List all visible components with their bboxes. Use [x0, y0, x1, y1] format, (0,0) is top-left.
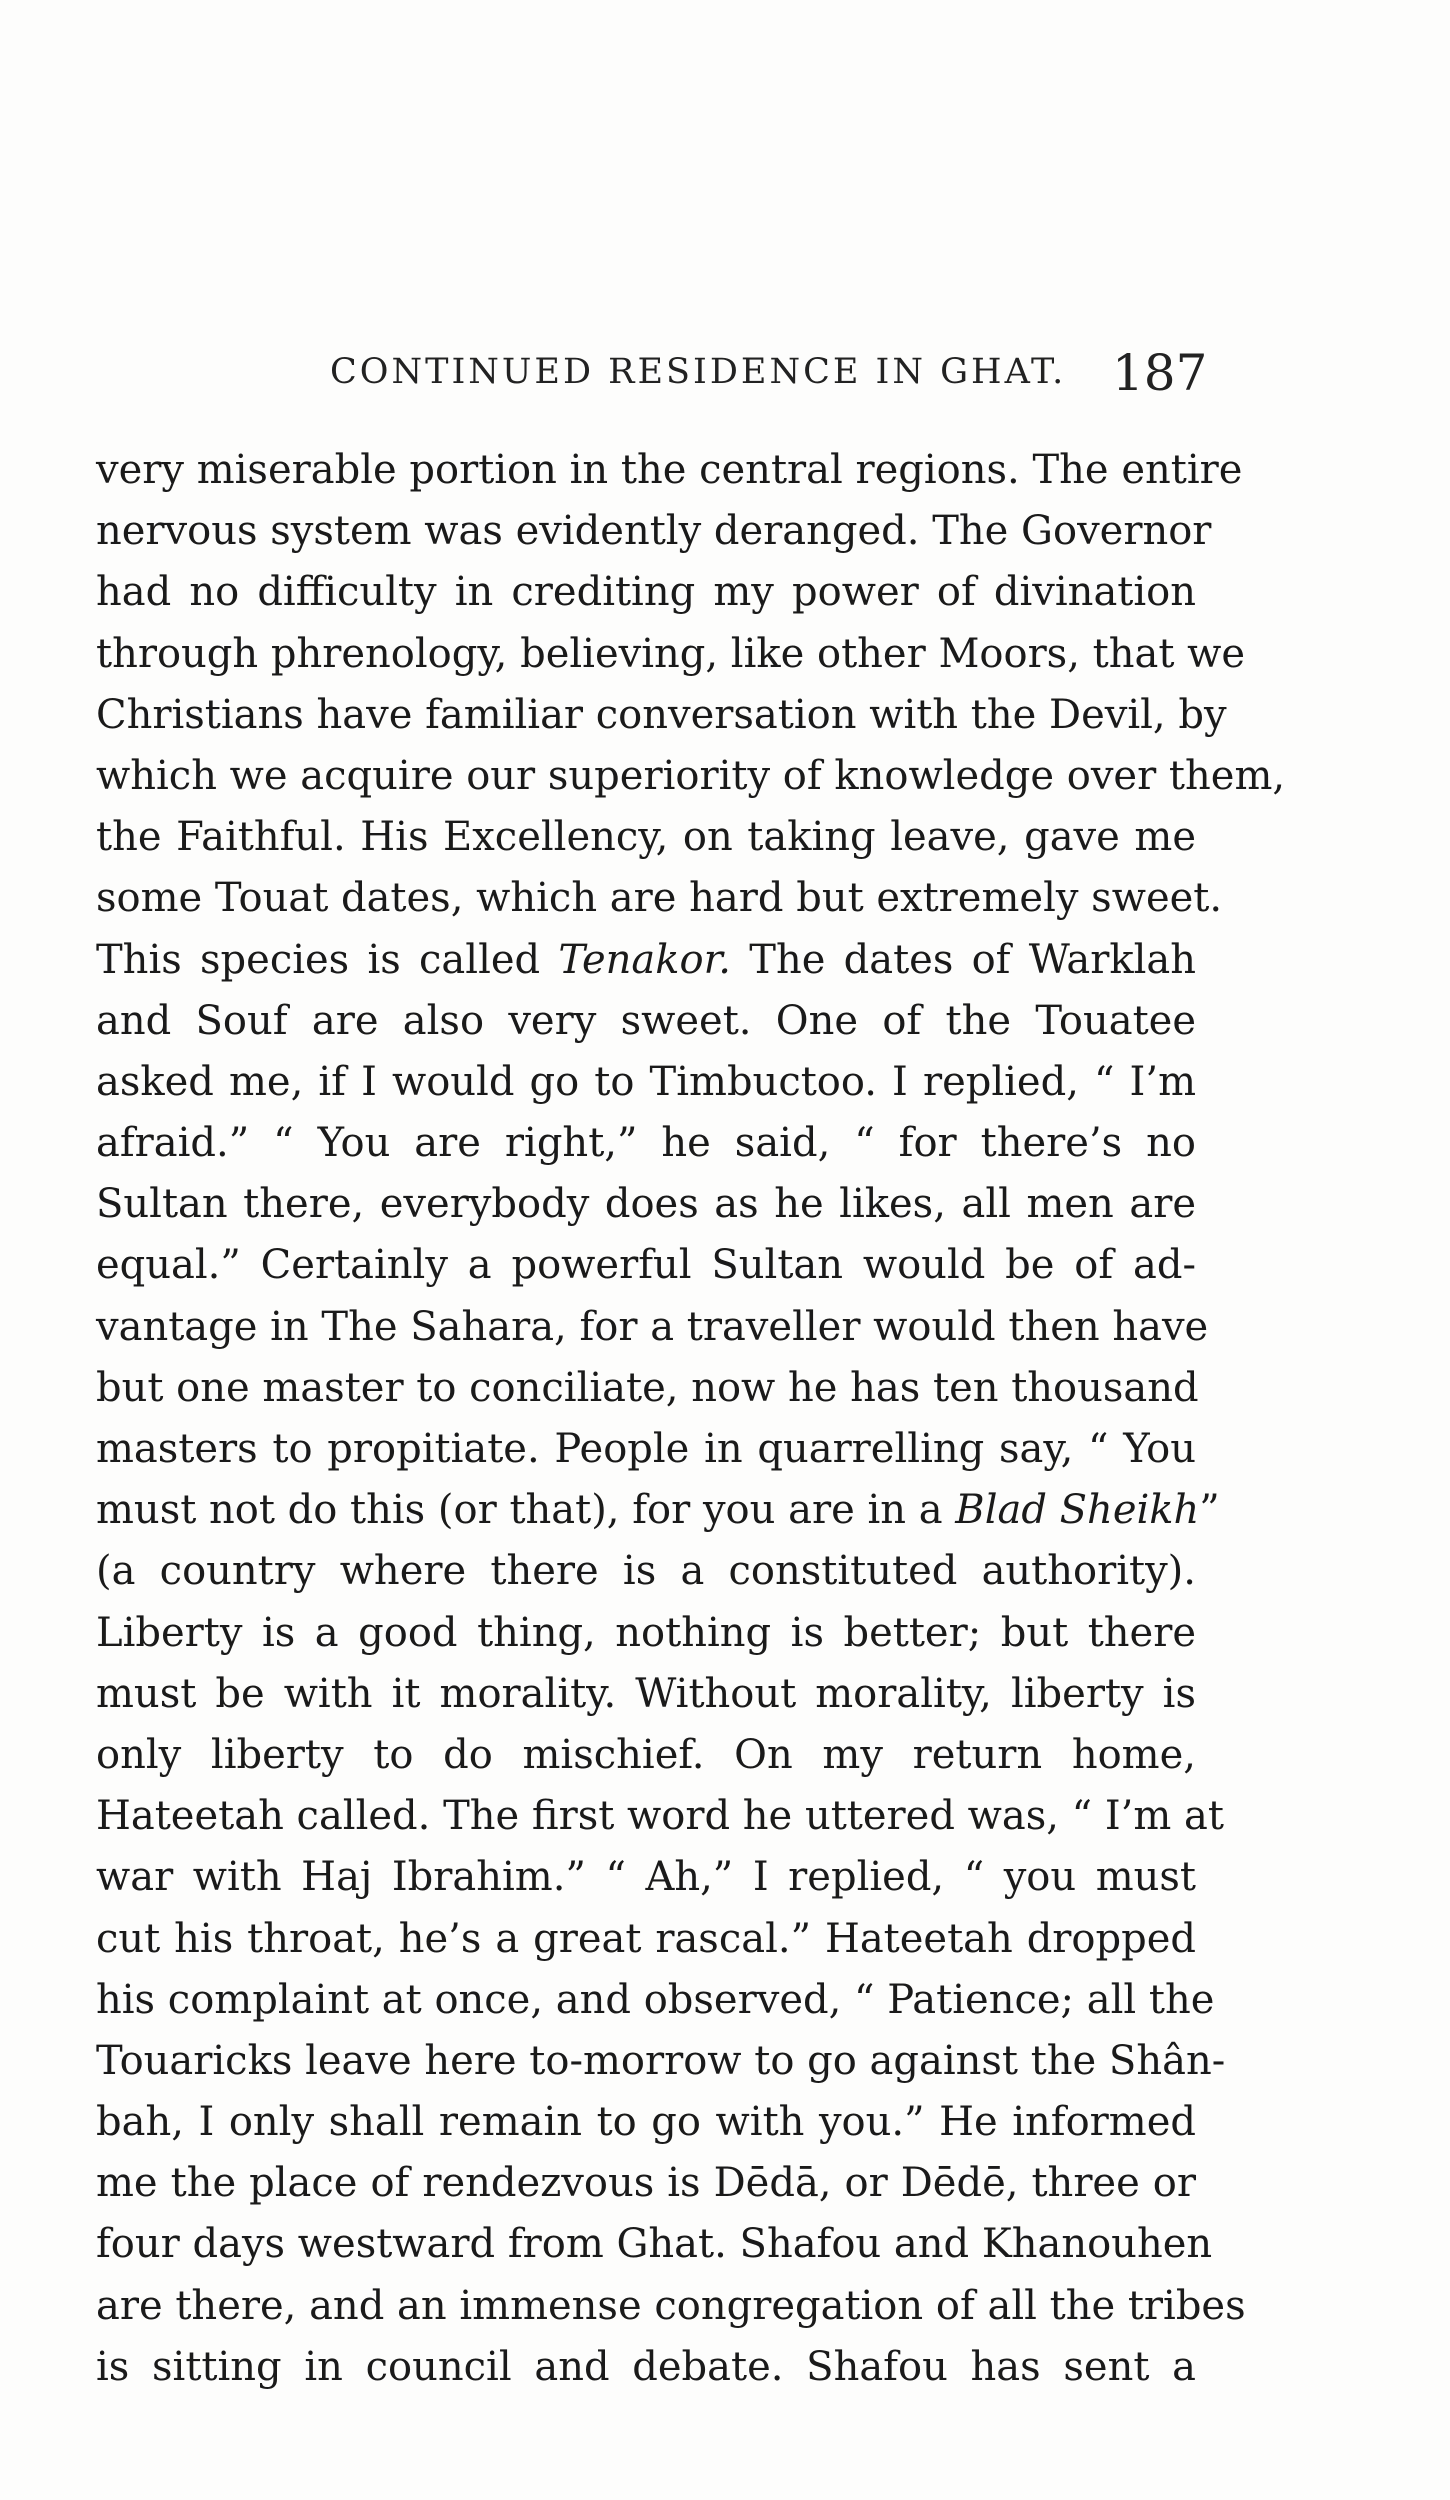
text-line: the Faithful. His Excellency, on taking leave, gave me	[96, 814, 1196, 861]
text-line: which we acquire our superiority of knowledge over them,	[96, 752, 1286, 799]
text-line: only liberty to do mischief. On my return home,	[96, 1731, 1196, 1778]
running-head: CONTINUED RESIDENCE IN GHAT.	[330, 352, 1067, 392]
body-text	[96, 440, 1286, 2398]
text-line: Touaricks leave here to-morrow to go against the Shân-	[96, 2037, 1226, 2084]
text-line: me the place of rendezvous is Dēdā, or Dēdē, three or	[96, 2160, 1196, 2207]
italic-term: Tenakor.	[558, 936, 732, 983]
text-line: cut his throat, he’s a great rascal.” Hateetah dropped	[96, 1915, 1196, 1962]
text-line: four days westward from Ghat. Shafou and Khanouhen	[96, 2221, 1213, 2268]
text-segment: ”	[1199, 1487, 1220, 1534]
text-line: and Souf are also very sweet. One of the Touatee	[96, 997, 1196, 1044]
text-segment: must not do this (or that), for you are in a	[96, 1487, 956, 1534]
text-line: some Touat dates, which are hard but extremely sweet.	[96, 875, 1223, 922]
text-line: is sitting in council and debate. Shafou has sent a	[96, 2343, 1196, 2390]
text-line: nervous system was evidently deranged. The Governor	[96, 508, 1212, 555]
text-line: are there, and an immense congregation of all the tribes	[96, 2282, 1246, 2329]
text-line: but one master to conciliate, now he has ten thousand	[96, 1364, 1199, 1411]
text-line: masters to propitiate. People in quarrelling say, “ You	[96, 1426, 1196, 1472]
text-line: asked me, if I would go to Timbuctoo. I replied, “ I’m	[96, 1058, 1196, 1105]
italic-term: Blad Sheikh	[955, 1487, 1200, 1534]
text-line: (a country where there is a constituted authority).	[96, 1548, 1196, 1595]
text-line	[96, 1480, 1220, 1541]
text-segment: This species is called	[96, 936, 559, 983]
text-line: equal.” Certainly a powerful Sultan would be of ad-	[96, 1242, 1196, 1289]
text-line: vantage in The Sahara, for a traveller would then have	[96, 1303, 1209, 1350]
text-line: through phrenology, believing, like other Moors, that we	[96, 630, 1246, 677]
text-line: war with Haj Ibrahim.” “ Ah,” I replied, “ you must	[96, 1854, 1196, 1901]
text-line: bah, I only shall remain to go with you.” He informed	[96, 2099, 1196, 2146]
page-number: 187	[1112, 344, 1208, 402]
text-line: Sultan there, everybody does as he likes, all men are	[96, 1181, 1196, 1228]
text-line: his complaint at once, and observed, “ Patience; all the	[96, 1976, 1215, 2023]
text-segment: The dates of Warklah	[731, 936, 1196, 983]
text-line: Christians have familiar conversation with the Devil, by	[96, 691, 1227, 738]
text-line: must be with it morality. Without morality, liberty is	[96, 1670, 1196, 1717]
text-line: very miserable portion in the central regions. The entire	[96, 447, 1243, 493]
text-line	[96, 930, 1196, 991]
text-line: afraid.” “ You are right,” he said, “ for there’s no	[96, 1120, 1196, 1167]
text-line: Liberty is a good thing, nothing is better; but there	[96, 1609, 1196, 1656]
text-line: Hateetah called. The first word he uttered was, “ I’m at	[96, 1793, 1224, 1840]
text-line: had no difficulty in crediting my power of divination	[96, 569, 1196, 616]
